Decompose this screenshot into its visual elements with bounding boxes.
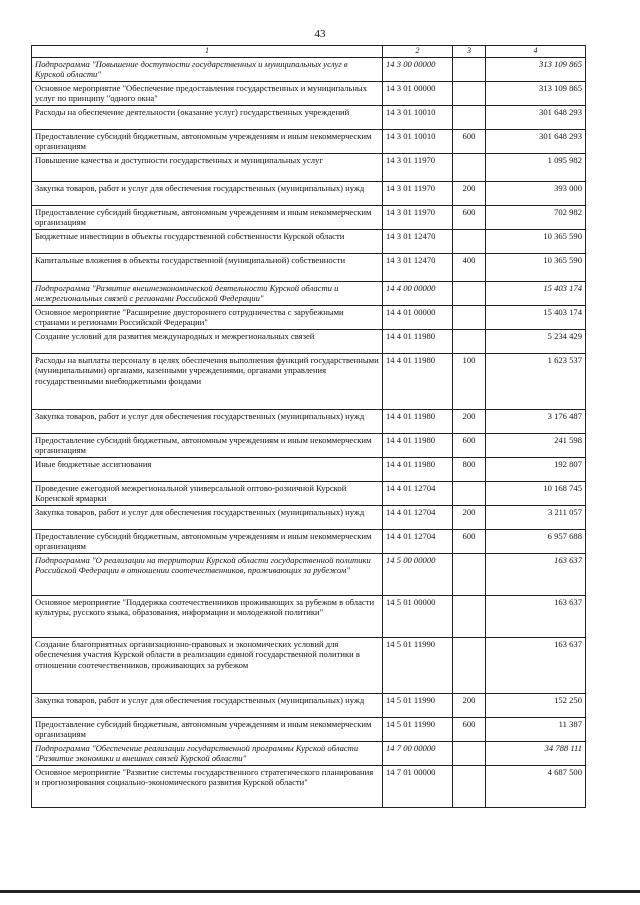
cell-code: 14 4 01 11980: [383, 409, 453, 433]
cell-name: Расходы на выплаты персоналу в целях обеспечения выполнения функций государственными (муниципальными) органами, казенными учреждениями, органами управления государственными внебюджетными фондами: [32, 353, 383, 409]
table-row: [32, 353, 586, 409]
table-row: [32, 717, 586, 741]
table-row: [32, 741, 586, 765]
cell-name: Основное мероприятие "Расширение двустороннего сотрудничества с зарубежными странами и регионами Российской Федерации": [32, 305, 383, 329]
cell-vr: [453, 229, 486, 253]
cell-name: Создание условий для развития международных и межрегиональных связей: [32, 329, 383, 353]
page-bottom-rule: [0, 890, 640, 893]
table-row: [32, 329, 586, 353]
table-row: [32, 637, 586, 693]
cell-code: 14 5 01 00000: [383, 595, 453, 637]
cell-code: 14 7 01 00000: [383, 765, 453, 807]
cell-code: 14 4 01 12704: [383, 529, 453, 553]
cell-vr: 800: [453, 457, 486, 481]
cell-vr: 200: [453, 693, 486, 717]
cell-name: Предоставление субсидий бюджетным, автономным учреждениям и иным некоммерческим организациям: [32, 433, 383, 457]
cell-code: 14 3 01 10010: [383, 105, 453, 129]
cell-name: Капитальные вложения в объекты государственной (муниципальной) собственности: [32, 253, 383, 281]
cell-vr: [453, 81, 486, 105]
cell-code: 14 5 01 11990: [383, 717, 453, 741]
cell-name: Закупка товаров, работ и услуг для обеспечения государственных (муниципальных) нужд: [32, 409, 383, 433]
header-col-code: 2: [383, 46, 453, 58]
cell-vr: 600: [453, 129, 486, 153]
cell-sum: 313 109 865: [486, 57, 586, 81]
cell-code: 14 7 00 00000: [383, 741, 453, 765]
cell-sum: 313 109 865: [486, 81, 586, 105]
cell-sum: 1 623 537: [486, 353, 586, 409]
table-row: [32, 253, 586, 281]
cell-name: Подпрограмма "Развитие внешнеэкономической деятельности Курской области и межрегиональных связей с регионами Российской Федерации": [32, 281, 383, 305]
cell-code: 14 3 01 00000: [383, 81, 453, 105]
table-row: [32, 529, 586, 553]
table-row: [32, 81, 586, 105]
cell-sum: 163 637: [486, 595, 586, 637]
cell-code: 14 3 01 12470: [383, 229, 453, 253]
cell-sum: 152 250: [486, 693, 586, 717]
cell-code: 14 4 01 11980: [383, 353, 453, 409]
cell-sum: 702 982: [486, 205, 586, 229]
cell-name: Закупка товаров, работ и услуг для обеспечения государственных (муниципальных) нужд: [32, 181, 383, 205]
cell-sum: 301 648 293: [486, 129, 586, 153]
cell-vr: [453, 153, 486, 181]
cell-name: Предоставление субсидий бюджетным, автономным учреждениям и иным некоммерческим организациям: [32, 205, 383, 229]
cell-code: 14 4 01 11980: [383, 433, 453, 457]
cell-name: Основное мероприятие "Поддержка соотечественников проживающих за рубежом в области культуры, русского языка, образования, информации и молодежной политики": [32, 595, 383, 637]
header-col-vr: 3: [453, 46, 486, 58]
cell-vr: [453, 481, 486, 505]
table-row: [32, 595, 586, 637]
cell-name: Закупка товаров, работ и услуг для обеспечения государственных (муниципальных) нужд: [32, 505, 383, 529]
cell-vr: 200: [453, 409, 486, 433]
cell-sum: 6 957 688: [486, 529, 586, 553]
cell-code: 14 5 01 11990: [383, 693, 453, 717]
cell-name: Создание благоприятных организационно-правовых и экономических условий для обеспечения участия Курской области в реализации единой государственной политики в отношении соотечественников, проживающих за рубежом: [32, 637, 383, 693]
header-col-sum: 4: [486, 46, 586, 58]
table-row: [32, 305, 586, 329]
table-row: [32, 181, 586, 205]
cell-vr: 600: [453, 717, 486, 741]
cell-name: Расходы на обеспечение деятельности (оказание услуг) государственных учреждений: [32, 105, 383, 129]
table-row: [32, 281, 586, 305]
cell-sum: 393 000: [486, 181, 586, 205]
cell-code: 14 3 01 10010: [383, 129, 453, 153]
cell-sum: 11 387: [486, 717, 586, 741]
table-row: [32, 153, 586, 181]
cell-vr: [453, 553, 486, 595]
cell-vr: [453, 741, 486, 765]
cell-sum: 1 095 982: [486, 153, 586, 181]
cell-vr: 400: [453, 253, 486, 281]
cell-sum: 192 807: [486, 457, 586, 481]
cell-vr: [453, 57, 486, 81]
cell-vr: [453, 305, 486, 329]
cell-sum: 163 637: [486, 637, 586, 693]
cell-code: 14 5 00 00000: [383, 553, 453, 595]
cell-sum: 3 211 057: [486, 505, 586, 529]
cell-code: 14 4 01 12704: [383, 505, 453, 529]
cell-code: 14 4 00 00000: [383, 281, 453, 305]
cell-name: Подпрограмма "О реализации на территории Курской области государственной политики Российской Федерации в отношении соотечественников, проживающих за рубежом": [32, 553, 383, 595]
cell-sum: 15 403 174: [486, 305, 586, 329]
cell-sum: 301 648 293: [486, 105, 586, 129]
table-row: [32, 57, 586, 81]
table-row: [32, 481, 586, 505]
cell-vr: 100: [453, 353, 486, 409]
cell-name: Бюджетные инвестиции в объекты государственной собственности Курской области: [32, 229, 383, 253]
cell-sum: 4 687 500: [486, 765, 586, 807]
cell-sum: 10 365 590: [486, 253, 586, 281]
cell-code: 14 3 01 12470: [383, 253, 453, 281]
header-col-name: 1: [32, 46, 383, 58]
table-row: [32, 105, 586, 129]
cell-sum: 163 637: [486, 553, 586, 595]
cell-name: Предоставление субсидий бюджетным, автономным учреждениям и иным некоммерческим организациям: [32, 129, 383, 153]
cell-vr: [453, 105, 486, 129]
cell-code: 14 3 01 11970: [383, 181, 453, 205]
cell-name: Иные бюджетные ассигнования: [32, 457, 383, 481]
table-row: [32, 205, 586, 229]
cell-code: 14 5 01 11990: [383, 637, 453, 693]
cell-sum: 3 176 487: [486, 409, 586, 433]
table-row: [32, 129, 586, 153]
cell-code: 14 4 01 11980: [383, 457, 453, 481]
cell-code: 14 3 01 11970: [383, 153, 453, 181]
cell-sum: 10 365 590: [486, 229, 586, 253]
cell-code: 14 4 01 00000: [383, 305, 453, 329]
cell-name: Предоставление субсидий бюджетным, автономным учреждениям и иным некоммерческим организациям: [32, 529, 383, 553]
cell-name: Подпрограмма "Повышение доступности государственных и муниципальных услуг в Курской области": [32, 57, 383, 81]
cell-vr: [453, 281, 486, 305]
table-row: [32, 693, 586, 717]
cell-name: Основное мероприятие "Развитие системы государственного стратегического планирования и прогнозирования социально-экономического развития Курской области": [32, 765, 383, 807]
cell-sum: 5 234 429: [486, 329, 586, 353]
cell-vr: 600: [453, 205, 486, 229]
cell-vr: 600: [453, 433, 486, 457]
table-row: [32, 765, 586, 807]
cell-code: 14 4 01 12704: [383, 481, 453, 505]
cell-sum: 10 168 745: [486, 481, 586, 505]
cell-code: 14 3 00 00000: [383, 57, 453, 81]
table-row: [32, 433, 586, 457]
budget-table: [31, 45, 586, 808]
cell-name: Подпрограмма "Обеспечение реализации государственной программы Курской области "Развитие экономики и внешних связей Курской области": [32, 741, 383, 765]
table-row: [32, 457, 586, 481]
cell-sum: 241 598: [486, 433, 586, 457]
cell-vr: [453, 765, 486, 807]
table-header-row: [32, 46, 586, 58]
cell-sum: 15 403 174: [486, 281, 586, 305]
cell-code: 14 3 01 11970: [383, 205, 453, 229]
cell-name: Закупка товаров, работ и услуг для обеспечения государственных (муниципальных) нужд: [32, 693, 383, 717]
cell-code: 14 4 01 11980: [383, 329, 453, 353]
cell-name: Основное мероприятие "Обеспечение предоставления государственных и муниципальных услуг по принципу "одного окна": [32, 81, 383, 105]
page-number: 43: [314, 28, 326, 40]
cell-vr: 600: [453, 529, 486, 553]
cell-vr: 200: [453, 505, 486, 529]
cell-vr: 200: [453, 181, 486, 205]
cell-vr: [453, 637, 486, 693]
cell-name: Предоставление субсидий бюджетным, автономным учреждениям и иным некоммерческим организациям: [32, 717, 383, 741]
cell-vr: [453, 329, 486, 353]
table-body: [32, 57, 586, 807]
table-row: [32, 229, 586, 253]
table-row: [32, 553, 586, 595]
cell-name: Проведение ежегодной межрегиональной универсальной оптово-розничной Курской Коренской ярмарки: [32, 481, 383, 505]
cell-name: Повышение качества и доступности государственных и муниципальных услуг: [32, 153, 383, 181]
table-row: [32, 505, 586, 529]
cell-vr: [453, 595, 486, 637]
table-row: [32, 409, 586, 433]
cell-sum: 34 788 111: [486, 741, 586, 765]
